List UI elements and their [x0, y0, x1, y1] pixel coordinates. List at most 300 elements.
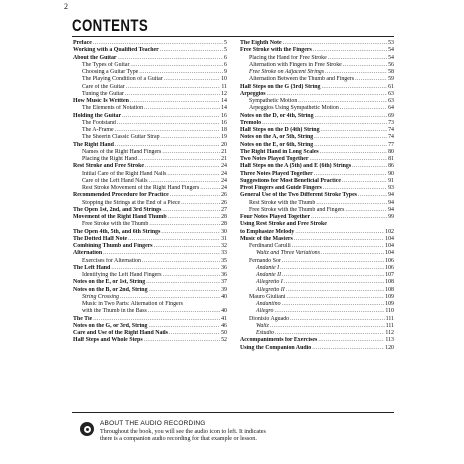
audio-note-title: ABOUT THE AUDIO RECORDING: [100, 420, 206, 427]
toc-entry-page: 36: [221, 272, 227, 278]
toc-entry: [73, 55, 227, 62]
toc-entry-page: 6: [224, 61, 227, 68]
toc-leader-dots: [161, 229, 220, 236]
toc-entry: [73, 185, 227, 192]
toc-entry-title: Holding the Guitar: [73, 112, 122, 119]
toc-entry-title: Placing the Hand for Free Stroke: [249, 54, 327, 61]
toc-entry-title: Dionisio Aguado: [249, 315, 290, 322]
toc-leader-dots: [130, 62, 223, 69]
toc-entry-title: Mauro Giuliani: [249, 293, 286, 300]
toc-entry: [240, 40, 394, 47]
toc-entry: [240, 323, 394, 330]
toc-entry-title: Half Steps on the A (5th) and E (6th) Strings: [240, 163, 352, 170]
toc-entry-page: 80: [388, 148, 394, 155]
toc-entry-title: Half Steps and Whole Steps: [73, 337, 143, 344]
title-rule: [72, 36, 394, 37]
toc-entry-title: Notes on the G, or 3rd, String: [73, 322, 148, 329]
toc-leader-dots: [298, 98, 387, 105]
toc-entry-page: 107: [385, 272, 394, 278]
toc-entry-page: 110: [385, 308, 394, 315]
toc-leader-dots: [93, 316, 220, 323]
toc-entry: [240, 214, 394, 221]
toc-entry-title: The Right Hand: [73, 141, 114, 148]
toc-entry-title: Tremolo: [240, 119, 262, 126]
toc-entry: [240, 98, 394, 105]
toc-entry: [240, 105, 394, 112]
toc-entry: [240, 69, 394, 76]
toc-entry-page: 41: [221, 315, 227, 322]
toc-entry-page: 108: [385, 286, 394, 293]
toc-entry-title: Rest Stroke Movement of the Right Hand Fingers: [82, 185, 200, 191]
toc-entry-page: 27: [221, 206, 227, 213]
toc-leader-dots: [295, 229, 384, 236]
toc-entry-page: 63: [388, 90, 394, 97]
toc-leader-dots: [355, 76, 387, 83]
toc-leader-dots: [149, 323, 221, 330]
toc-entry-title: with the Thumb in the Bass: [82, 308, 147, 315]
toc-entry-title: Care and Use of the Right Hand Nails: [73, 330, 168, 336]
toc-entry-title: Choosing a Guitar Type: [82, 69, 139, 75]
toc-entry: [240, 84, 394, 91]
toc-leader-dots: [358, 192, 387, 199]
toc-leader-dots: [142, 258, 220, 265]
toc-leader-dots: [280, 265, 384, 272]
toc-entry-page: 94: [388, 199, 394, 206]
toc-entry-page: 90: [388, 170, 394, 177]
toc-entry-title: Placing the Right Hand: [82, 156, 138, 162]
toc-entry-title: Half Steps on the D (4th) String: [240, 127, 320, 133]
toc-leader-dots: [167, 171, 220, 178]
toc-leader-dots: [282, 301, 385, 308]
toc-entry-page: 5: [224, 40, 227, 46]
toc-entry-page: 37: [221, 279, 227, 286]
toc-leader-dots: [93, 40, 223, 47]
toc-entry: [240, 236, 394, 243]
toc-entry-page: 19: [221, 134, 227, 141]
toc-entry: [73, 279, 227, 286]
toc-entry-title: The Tie: [73, 315, 93, 322]
toc-leader-dots: [163, 272, 221, 279]
bottom-rule: [72, 412, 394, 413]
toc-entry-title: The Elements of Notation: [82, 105, 144, 112]
toc-leader-dots: [162, 149, 220, 156]
toc-entry: [240, 272, 394, 279]
toc-entry: [240, 171, 394, 178]
toc-entry-page: 77: [388, 141, 394, 148]
toc-entry-page: 104: [385, 235, 394, 242]
toc-entry-page: 21: [221, 156, 227, 162]
toc-entry-title: Notes on the E, or 6th, String: [240, 141, 314, 148]
toc-entry-title: General Use of the Two Different Stroke Types: [240, 192, 357, 199]
toc-leader-dots: [149, 221, 220, 228]
toc-entry-page: 111: [385, 315, 394, 322]
toc-entry-title: Andante I: [256, 264, 280, 271]
toc-entry-title: Allegretto II: [256, 286, 285, 293]
toc-entry-title: Fernando Sor: [249, 257, 281, 264]
toc-leader-dots: [275, 330, 384, 337]
toc-entry-title: Arpeggios: [240, 90, 266, 97]
toc-leader-dots: [170, 192, 220, 199]
toc-entry-page: 93: [388, 185, 394, 191]
toc-entry-title: Arpeggios Using Sympathetic Motion: [249, 105, 339, 112]
toc-leader-dots: [267, 91, 388, 98]
toc-leader-dots: [352, 163, 387, 170]
toc-leader-dots: [154, 243, 221, 250]
toc-leader-dots: [313, 47, 387, 54]
toc-entry: [73, 236, 227, 243]
toc-entry: [73, 178, 227, 185]
toc-entry-page: 46: [221, 322, 227, 329]
toc-entry-page: 24: [221, 177, 227, 184]
toc-entry-page: 54: [388, 54, 394, 61]
toc-entry: [240, 200, 394, 207]
toc-entry: [73, 323, 227, 330]
toc-entry-page: 14: [221, 105, 227, 112]
toc-entry-title: Identifying the Left Hand Fingers: [82, 272, 162, 278]
toc-leader-dots: [316, 200, 387, 207]
toc-entry: [240, 192, 394, 199]
toc-entry: [73, 134, 227, 141]
toc-entry-page: 64: [388, 105, 394, 112]
toc-entry: [73, 287, 227, 294]
toc-entry: [240, 221, 394, 228]
toc-entry-page: 33: [221, 250, 227, 257]
toc-entry: [73, 47, 227, 54]
toc-entry: [73, 301, 227, 308]
page-title: CONTENTS: [72, 16, 149, 35]
toc-entry-page: 40: [221, 293, 227, 300]
toc-entry-title: Rest Stroke and Free Stroke: [73, 163, 145, 170]
toc-entry-title: Andante II: [256, 272, 282, 278]
toc-entry: [240, 287, 394, 294]
toc-leader-dots: [144, 105, 220, 112]
toc-leader-dots: [149, 178, 221, 185]
toc-entry-page: 12: [221, 90, 227, 97]
toc-leader-dots: [315, 113, 388, 120]
toc-entry-page: 11: [221, 83, 227, 90]
toc-entry: [73, 120, 227, 127]
toc-entry-title: Alternation: [73, 250, 103, 257]
toc-leader-dots: [164, 76, 220, 83]
toc-entry: [240, 207, 394, 214]
toc-entry: [240, 113, 394, 120]
toc-leader-dots: [148, 308, 220, 315]
toc-leader-dots: [321, 127, 388, 134]
toc-entry-title: Waltz and Three Variations: [256, 250, 320, 257]
toc-leader-dots: [282, 258, 384, 265]
toc-entry-title: The Right Hand in Long Scales: [240, 148, 319, 155]
toc-entry-page: 35: [221, 257, 227, 264]
toc-entry-page: 58: [388, 69, 394, 75]
toc-entry-page: 21: [221, 148, 227, 155]
toc-entry-title: Half Steps on the G (3rd) String: [240, 83, 321, 90]
toc-entry: [73, 272, 227, 279]
toc-leader-dots: [290, 316, 385, 323]
page-number: 2: [64, 2, 68, 11]
toc-entry-page: 104: [385, 250, 394, 257]
toc-entry-title: The Dotted Half Note: [73, 235, 128, 242]
toc-entry-page: 81: [388, 156, 394, 162]
toc-leader-dots: [125, 91, 220, 98]
toc-leader-dots: [328, 55, 387, 62]
toc-entry-title: The Sheerin Classic Guitar Strap: [82, 134, 160, 141]
toc-leader-dots: [130, 98, 220, 105]
toc-entry: [73, 40, 227, 47]
toc-entry: [240, 120, 394, 127]
toc-leader-dots: [262, 120, 387, 127]
toc-entry: [73, 149, 227, 156]
toc-leader-dots: [118, 55, 224, 62]
toc-entry: [240, 178, 394, 185]
toc-entry: [240, 330, 394, 337]
toc-entry: [240, 243, 394, 250]
toc-leader-dots: [160, 47, 223, 54]
toc-entry-title: Rest Stroke with the Thumb: [249, 199, 316, 206]
toc-entry-page: 24: [221, 185, 227, 191]
toc-entry-title: Alternation with Fingers in Free Stroke: [249, 61, 342, 68]
toc-entry-page: 112: [385, 330, 394, 336]
toc-leader-dots: [284, 279, 384, 286]
toc-entry: [240, 156, 394, 163]
toc-entry-page: 52: [221, 337, 227, 344]
toc-leader-dots: [318, 337, 384, 344]
toc-entry-page: 120: [385, 344, 394, 351]
toc-leader-dots: [128, 236, 220, 243]
toc-entry-title: The Types of Guitar: [82, 61, 130, 68]
audio-note-body: [100, 429, 400, 444]
toc-entry-page: 53: [388, 40, 394, 46]
toc-entry-page: 104: [385, 243, 394, 249]
toc-entry-title: Free Stroke with the Thumb: [82, 221, 149, 228]
toc-leader-dots: [320, 149, 387, 156]
toc-entry-title: Estudio: [256, 330, 274, 336]
toc-entry-page: 94: [388, 192, 394, 199]
toc-leader-dots: [294, 236, 384, 243]
toc-entry-title: Music in Two Parts: Alternation of Fingers: [82, 301, 183, 307]
toc-leader-dots: [139, 69, 223, 76]
toc-leader-dots: [323, 185, 387, 192]
toc-entry-page: 16: [221, 112, 227, 119]
toc-entry: [240, 258, 394, 265]
toc-entry-title: Four Notes Played Together: [240, 214, 311, 220]
toc-entry-title: How Music Is Written: [73, 98, 129, 104]
toc-entry-page: 63: [388, 98, 394, 104]
toc-entry-page: 9: [224, 69, 227, 75]
toc-leader-dots: [321, 250, 384, 257]
toc-entry-page: 32: [221, 243, 227, 249]
toc-leader-dots: [115, 127, 221, 134]
toc-entry: [73, 221, 227, 228]
toc-leader-dots: [270, 323, 385, 330]
toc-entry-title: Waltz: [256, 322, 269, 329]
toc-leader-dots: [342, 178, 387, 185]
toc-entry-title: Free Stroke with the Thumb and Fingers: [249, 206, 345, 213]
toc-leader-dots: [169, 330, 220, 337]
toc-entry-page: 91: [388, 177, 394, 184]
toc-entry: [240, 229, 394, 236]
toc-leader-dots: [145, 163, 220, 170]
toc-leader-dots: [120, 294, 220, 301]
toc-entry-page: 99: [388, 214, 394, 220]
toc-entry-title: Ferdinand Carulli: [249, 243, 291, 249]
toc-entry-title: Notes on the E, or 1st, String: [73, 279, 146, 286]
toc-entry-title: The Open 1st, 2nd, and 3rd Strings: [73, 206, 162, 213]
toc-entry: [240, 76, 394, 83]
toc-entry-page: 26: [221, 192, 227, 199]
toc-entry-title: Tuning the Guitar: [82, 90, 124, 97]
toc-entry-title: Using the Companion Audio: [240, 344, 312, 351]
toc-entry: [73, 84, 227, 91]
toc-leader-dots: [162, 207, 220, 214]
toc-entry: [73, 113, 227, 120]
toc-entry: [73, 105, 227, 112]
toc-entry-title: Andantino: [256, 301, 281, 307]
toc-entry-page: 10: [221, 76, 227, 83]
toc-entry-title: Accompaniments for Exercises: [240, 337, 318, 344]
toc-entry-page: 74: [388, 127, 394, 133]
toc-leader-dots: [126, 84, 221, 91]
toc-entry: [73, 337, 227, 344]
toc-entry-title: Music of the Masters: [240, 235, 293, 242]
toc-entry: [73, 243, 227, 250]
toc-entry-page: 24: [221, 163, 227, 170]
toc-leader-dots: [168, 214, 220, 221]
toc-entry: [73, 156, 227, 163]
toc-entry-title: Combining Thumb and Fingers: [73, 243, 153, 249]
toc-entry-title: Two Notes Played Together: [240, 156, 309, 162]
toc-leader-dots: [161, 134, 221, 141]
toc-entry: [73, 316, 227, 323]
toc-entry-title: The Playing Condition of a Guitar: [82, 76, 163, 83]
toc-entry-page: 106: [385, 257, 394, 264]
audio-disc-icon: [80, 422, 94, 436]
toc-entry-page: 59: [388, 76, 394, 83]
toc-entry-title: Free Stroke on Adjacent Strings: [249, 69, 325, 75]
toc-entry: [240, 279, 394, 286]
toc-entry: [73, 308, 227, 315]
toc-entry-title: Using Rest Stroke and Free Stroke: [240, 221, 327, 228]
toc-entry: [73, 76, 227, 83]
toc-entry: [240, 250, 394, 257]
toc-entry: [73, 214, 227, 221]
toc-leader-dots: [115, 142, 220, 149]
toc-entry: [240, 337, 394, 344]
toc-entry: [73, 258, 227, 265]
toc-leader-dots: [122, 113, 220, 120]
toc-leader-dots: [149, 287, 221, 294]
toc-leader-dots: [309, 156, 387, 163]
toc-entry-page: 40: [221, 308, 227, 315]
toc-entry-page: 20: [221, 141, 227, 148]
toc-leader-dots: [311, 214, 387, 221]
toc-leader-dots: [345, 207, 387, 214]
toc-right-column: [240, 40, 394, 352]
toc-entry-title: The Footstand: [82, 119, 116, 126]
toc-entry-title: Recommended Procedure for Practice: [73, 192, 169, 199]
toc-entry-title: Three Notes Played Together: [240, 170, 313, 177]
toc-entry-title: Exercises for Alternation: [82, 257, 141, 264]
toc-entry: [73, 62, 227, 69]
toc-entry-title: Free Stroke with the Fingers: [240, 47, 312, 54]
toc-entry-title: Names of the Right Hand Fingers: [82, 148, 162, 155]
toc-entry-page: 31: [221, 235, 227, 242]
toc-leader-dots: [343, 62, 387, 69]
toc-entry: [73, 294, 227, 301]
toc-entry: [73, 192, 227, 199]
toc-entry: [73, 98, 227, 105]
toc-entry-page: 69: [388, 112, 394, 119]
toc-entry-title: Pivot Fingers and Guide Fingers: [240, 185, 322, 191]
audio-note-line: Throughout the book, you will see the audio icon to left. It indicates: [100, 429, 266, 435]
toc-leader-dots: [200, 185, 220, 192]
toc-leader-dots: [286, 287, 384, 294]
toc-entry: [73, 171, 227, 178]
toc-entry-title: Preface: [73, 40, 92, 46]
toc-entry-page: 26: [221, 199, 227, 206]
toc-entry-page: 28: [221, 221, 227, 228]
toc-leader-dots: [181, 200, 220, 207]
toc-entry-page: 109: [385, 301, 394, 307]
toc-leader-dots: [314, 142, 387, 149]
toc-leader-dots: [312, 345, 384, 352]
toc-entry-page: 74: [388, 134, 394, 141]
toc-leader-dots: [138, 156, 220, 163]
toc-entry: [240, 127, 394, 134]
toc-entry: [240, 265, 394, 272]
toc-entry-title: Sympathetic Motion: [249, 98, 298, 104]
toc-entry: [240, 301, 394, 308]
toc-entry: [240, 91, 394, 98]
toc-left-column: [73, 40, 227, 345]
toc-entry-title: Notes on the B, or 2nd, String: [73, 286, 148, 293]
toc-entry: [240, 47, 394, 54]
audio-note-line: there is a companion audio recording for that example or lesson.: [100, 436, 257, 443]
toc-entry-title: Allegro: [256, 308, 274, 315]
toc-leader-dots: [144, 337, 220, 344]
toc-leader-dots: [325, 69, 387, 76]
toc-entry: [240, 142, 394, 149]
toc-entry-title: String Crossing: [82, 293, 119, 300]
toc-entry: [73, 200, 227, 207]
toc-leader-dots: [283, 40, 388, 47]
toc-entry-title: The Eighth Note: [240, 40, 282, 46]
toc-entry-title: The Open 4th, 5th, and 6th Strings: [73, 228, 161, 235]
toc-entry: [73, 229, 227, 236]
toc-entry: [240, 55, 394, 62]
toc-leader-dots: [314, 134, 387, 141]
toc-entry: [240, 62, 394, 69]
toc-entry: [240, 308, 394, 315]
toc-entry: [240, 316, 394, 323]
toc-entry-page: 18: [221, 127, 227, 133]
toc-entry-page: 39: [221, 286, 227, 293]
toc-entry-page: 36: [221, 264, 227, 271]
toc-entry-page: 30: [221, 228, 227, 235]
toc-leader-dots: [146, 279, 220, 286]
toc-leader-dots: [282, 272, 384, 279]
toc-leader-dots: [314, 171, 387, 178]
toc-entry-page: 109: [385, 293, 394, 300]
toc-leader-dots: [322, 84, 388, 91]
toc-entry-page: 56: [388, 61, 394, 68]
toc-entry: [240, 149, 394, 156]
toc-entry: [73, 265, 227, 272]
toc-entry: [73, 142, 227, 149]
toc-entry-title: Care of the Left Hand Nails: [82, 177, 148, 184]
toc-leader-dots: [111, 265, 220, 272]
toc-leader-dots: [340, 105, 387, 112]
toc-entry-page: 73: [388, 119, 394, 126]
